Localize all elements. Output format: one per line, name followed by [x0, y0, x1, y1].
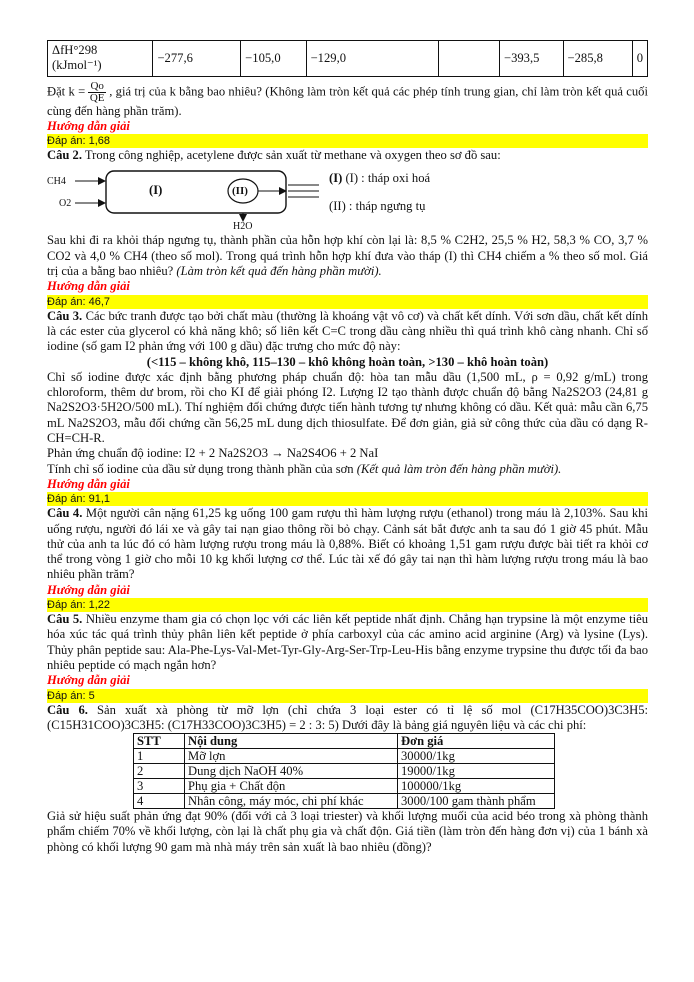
- k-question: Đặt k = $\frac{Qo}{QE}$ , giá trị của k bằng bao nhiêu? (Không làm tròn kết quả các phép tính trung gian, chỉ làm tròn kết quả cuối cùng đến hàng phần trăm).: [47, 79, 648, 118]
- question-5: Câu 5. Nhiều enzyme tham gia có chọn lọc với các liên kết peptide nhất định. Chẳng hạn trypsine là một enzyme tiêu hóa xúc tác quá trình thủy phân liên kết peptide ở phía carboxyl của các amino acid arginine (Arg) và lysine (Lys). Thủy phân peptide sau: Ala-Phe-Lys-Val-Met-Tyr-Gly-Arg-Ser-Trp-Leu-His bằng enzyme trypsine thu được tối đa bao nhiêu peptide có mạch ngắn hơn?: [47, 612, 649, 672]
- table-cell: −277,6: [153, 41, 241, 77]
- enthalpy-label: ΔfH°298 (kJmol⁻¹): [48, 41, 153, 77]
- guide-heading: Hướng dẫn giải: [47, 279, 130, 294]
- answer-4: Đáp án: 1,22: [47, 598, 648, 612]
- process-diagram: [47, 169, 648, 231]
- table-row: [134, 794, 555, 809]
- header-cell: Đơn giá: [398, 734, 555, 749]
- table-cell: Mỡ lợn: [185, 749, 398, 764]
- guide-heading: Hướng dẫn giải: [47, 476, 130, 491]
- answer-1: Đáp án: 1,68: [47, 134, 648, 148]
- table-cell: 30000/1kg: [398, 749, 555, 764]
- table-row: [134, 779, 555, 794]
- iodine-scale: (<115 – không khô, 115–130 – khô không hoàn toàn, >130 – khô hoàn toàn): [146, 354, 549, 369]
- table-cell: Dung dịch NaOH 40%: [185, 764, 398, 779]
- table-cell: 19000/1kg: [398, 764, 555, 779]
- legend-condensation: (II) : tháp ngưng tụ: [329, 199, 426, 214]
- table-cell: −105,0: [241, 41, 306, 77]
- question-3: Câu 3. Các bức tranh được tạo bởi chất màu (thường là khoáng vật vô cơ) và chất kết dính. Với sơn dầu, chất kết dính là các ester của glycerol có khả năng khô; số liên kết C=C trong dầu càng nhiều thì quá trình khô càng nhanh. Chỉ số iodine (số gam I2 phản ứng với 100 g dầu) đặc trưng cho mức độ này:: [47, 308, 649, 354]
- guide-heading: Hướng dẫn giải: [47, 118, 130, 133]
- question-3-ask: Tính chỉ số iodine của dầu sử dụng trong thành phần của sơn (Kết quả làm tròn đến hàng phần mười).: [47, 461, 562, 476]
- header-cell: Nội dung: [185, 734, 398, 749]
- input-oxygen: O2: [59, 198, 72, 210]
- answer-2: Đáp án: 46,7: [47, 295, 648, 309]
- answer-5: Đáp án: 5: [47, 689, 648, 703]
- table-cell: 4: [134, 794, 185, 809]
- guide-heading: Hướng dẫn giải: [47, 582, 130, 597]
- table-cell: 0: [632, 41, 647, 77]
- answer-3: Đáp án: 91,1: [47, 492, 648, 506]
- question-6-body: Giả sử hiệu suất phản ứng đạt 90% (đối với cả 3 loại triester) và khối lượng muối của acid béo trong xà phòng thành phẩm chiếm 70% về khối lượng, còn lại là chất phụ gia và chất độn. Giá tiền (làm tròn đến hàng đơn vị) của 1 bánh xà phòng có khối lượng 90 gam mà nhà máy trên sản xuất là bao nhiêu (đồng)?: [47, 809, 648, 854]
- box-2-label: (II): [232, 185, 248, 198]
- table-row: [134, 764, 555, 779]
- titration-reaction: Phản ứng chuẩn độ iodine: I2 + 2 Na2S2O3 → Na2S4O6 + 2 NaI: [47, 446, 379, 461]
- table-row: [48, 41, 648, 77]
- table-cell: 3: [134, 779, 185, 794]
- table-cell: 3000/100 gam thành phẩm: [398, 794, 555, 809]
- table-header-row: [134, 734, 555, 749]
- table-cell: Phụ gia + Chất độn: [185, 779, 398, 794]
- table-cell: 100000/1kg: [398, 779, 555, 794]
- table-cell: 2: [134, 764, 185, 779]
- question-3-body: Chỉ số iodine được xác định bằng phương pháp chuẩn độ: hòa tan mẫu dầu (1,500 mL, ρ = 0,92 g/mL) trong chloroform, thêm dư brom, rồi cho KI để giải phóng I2. Lượng I2 tạo thành được chuẩn độ bằng Na2S2O3 (24,81 g Na2S2O3·5H2O/500 mL). Thí nghiệm đối chứng được tiến hành tương tự nhưng không có dầu. Kết quả: mẫu cần 6,75 mL Na2S2O3, mẫu đối chứng cần 56,25 mL dung dịch thiosulfate. Để đơn giản, giả sử công thức của dầu có dạng R-CH=CH-R.: [47, 369, 648, 446]
- box-1-label: (I): [149, 183, 163, 198]
- cost-table: [133, 733, 555, 809]
- table-row: [134, 749, 555, 764]
- enthalpy-table: [47, 40, 648, 77]
- table-cell: −285,8: [563, 41, 632, 77]
- question-6: Câu 6. Sản xuất xà phòng từ mỡ lợn (chỉ chứa 3 loại ester có tỉ lệ số mol (C17H35COO)3C3H5: (C15H31COO)3C3H5: (C17H33COO)3C3H5) = 2 : 3: 5) Dưới đây là bảng giá nguyên liệu và các chi phí:: [47, 702, 648, 732]
- k-fraction: $\frac{Qo}{QE}$: [89, 79, 105, 104]
- question-2: Câu 2. Trong công nghiệp, acetylene được sản xuất từ methane và oxygen theo sơ đồ sau:: [47, 148, 501, 163]
- question-2-body: Sau khi đi ra khỏi tháp ngưng tụ, thành phần của hỗn hợp khí còn lại là: 8,5 % C2H2, 25,5 % H2, 58,3 % CO, 3,7 % CO2 và 4,0 % CH4 (theo số mol). Trong quá trình hỗn hợp khí đưa vào tháp (I) thì CH4 chiếm a % theo số mol. Giá trị của a bằng bao nhiêu? (Làm tròn kết quả đến hàng phần mười).: [47, 233, 648, 279]
- table-cell: −129,0: [306, 41, 438, 77]
- guide-heading: Hướng dẫn giải: [47, 673, 130, 688]
- table-cell: [438, 41, 499, 77]
- input-methane: CH4: [47, 176, 66, 188]
- table-cell: 1: [134, 749, 185, 764]
- question-4: Câu 4. Một người cân nặng 61,25 kg uống 100 gam rượu thì hàm lượng rượu (ethanol) trong máu là 2,103%. Sau khi uống rượu, người đó lái xe và gây tai nạn giao thông rồi bỏ chạy. Cảnh sát bắt được anh ta sau đó 1 giờ 45 phút. Mẫu thử của anh ta lúc đó có hàm lượng rượu trong máu là 0,88%. Biết có khoảng 1,51 gam rượu được bài tiết ra khỏi cơ thể trong vòng 1 giờ cho mỗi 10 kg khối lượng cơ thể. Lúc tài xế đó gây tai nạn thì hàm lượng rượu trong máu là bao nhiêu phần trăm?: [47, 506, 648, 582]
- table-cell: −393,5: [499, 41, 563, 77]
- table-cell: Nhân công, máy móc, chi phí khác: [185, 794, 398, 809]
- header-cell: STT: [134, 734, 185, 749]
- document-content: [47, 40, 648, 855]
- output-water: H2O: [233, 221, 253, 233]
- legend-oxidation: (I) (I) : tháp oxi hoá: [329, 171, 431, 186]
